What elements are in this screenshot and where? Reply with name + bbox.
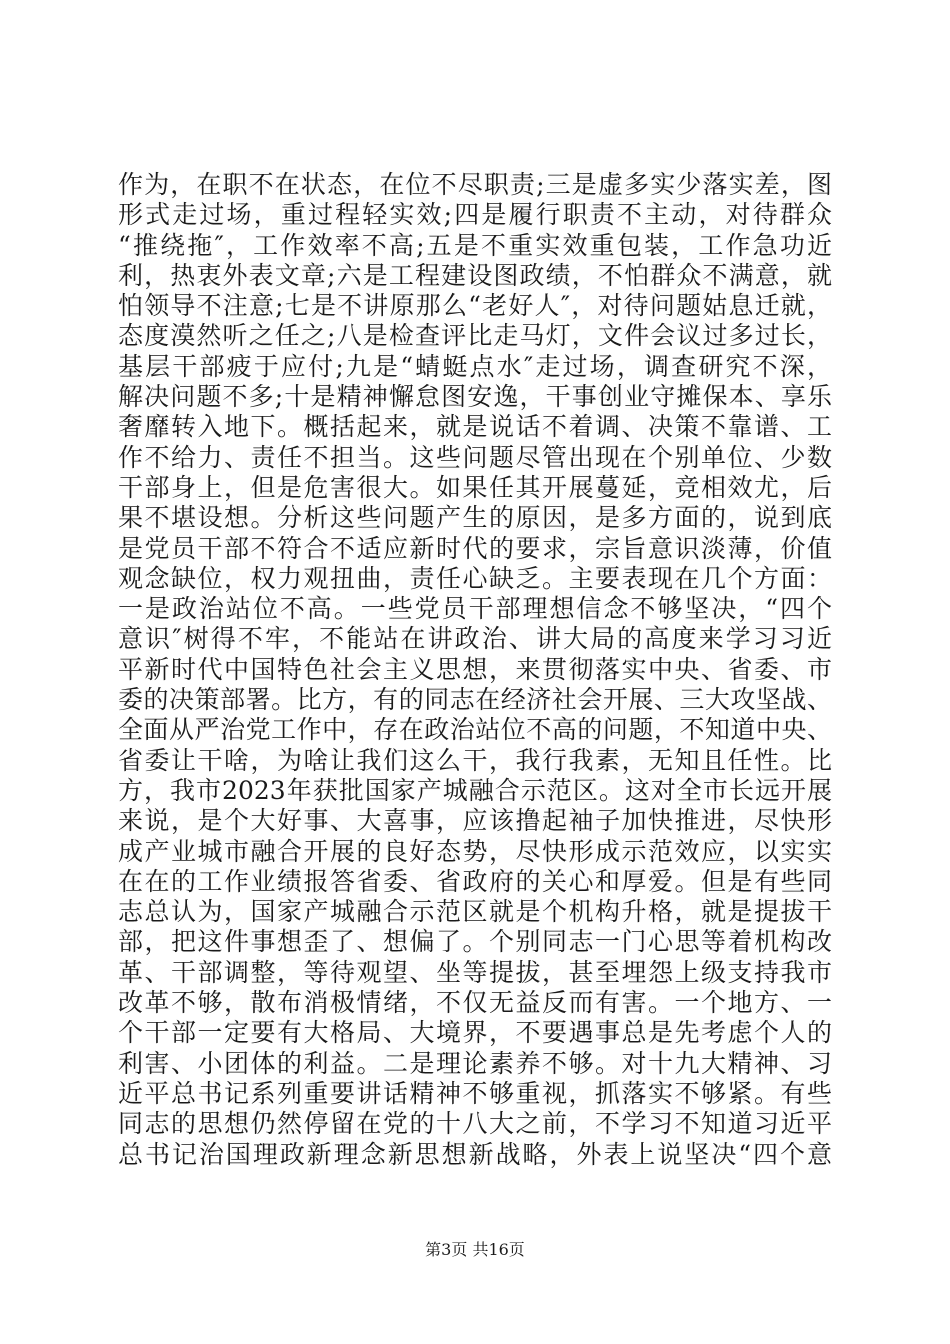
text-line: 态度漠然听之任之;八是检查评比走马灯，文件会议过多过长，: [118, 321, 832, 351]
text-line: 方，我市2023年获批国家产城融合示范区。这对全市长远开展: [118, 775, 832, 805]
text-line: 作为，在职不在状态，在位不尽职责;三是虚多实少落实差，图: [118, 170, 832, 199]
text-line: 一是政治站位不高。一些党员干部理想信念不够坚决，“四个: [118, 594, 832, 624]
body-text: [118, 170, 832, 1170]
text-line: 观念缺位，权力观扭曲，责任心缺乏。主要表现在几个方面：: [118, 563, 832, 593]
text-line: 平新时代中国特色社会主义思想，来贯彻落实中央、省委、市: [118, 654, 832, 684]
text-line: 在在的工作业绩报答省委、省政府的关心和厚爱。但是有些同: [118, 866, 832, 896]
text-line: 个干部一定要有大格局、大境界，不要遇事总是先考虑个人的: [118, 1018, 832, 1048]
text-line: 果不堪设想。分析这些问题产生的原因，是多方面的，说到底: [118, 503, 832, 533]
text-line: 解决问题不多;十是精神懈怠图安逸，干事创业守摊保本、享乐: [118, 382, 832, 412]
text-line: 意识″树得不牢，不能站在讲政治、讲大局的高度来学习习近: [118, 624, 832, 654]
text-line: 总书记治国理政新理念新思想新战略，外表上说坚决“四个意: [118, 1139, 832, 1169]
text-line: 基层干部疲于应付;九是“蜻蜓点水″走过场，调查研究不深，: [118, 351, 832, 381]
text-line: 革、干部调整，等待观望、坐等提拔，甚至埋怨上级支持我市: [118, 957, 832, 987]
text-line: 怕领导不注意;七是不讲原那么“老好人″，对待问题姑息迁就，: [118, 291, 832, 321]
text-line: 形式走过场，重过程轻实效;四是履行职责不主动，对待群众: [118, 200, 832, 230]
text-line: 近平总书记系列重要讲话精神不够重视，抓落实不够紧。有些: [118, 1078, 832, 1108]
text-line: 同志的思想仍然停留在党的十八大之前，不学习不知道习近平: [118, 1109, 832, 1139]
text-line: 利害、小团体的利益。二是理论素养不够。对十九大精神、习: [118, 1048, 832, 1078]
text-line: 部，把这件事想歪了、想偏了。个别同志一门心思等着机构改: [118, 927, 832, 957]
page-footer: 第3页 共16页: [425, 1240, 525, 1259]
text-line: 奢靡转入地下。概括起来，就是说话不着调、决策不靠谱、工: [118, 412, 832, 442]
text-line: 改革不够，散布消极情绪，不仅无益反而有害。一个地方、一: [118, 988, 832, 1018]
text-line: 是党员干部不符合不适应新时代的要求，宗旨意识淡薄，价值: [118, 533, 832, 563]
text-line: 来说，是个大好事、大喜事，应该撸起袖子加快推进，尽快形: [118, 806, 832, 836]
text-line: 作不给力、责任不担当。这些问题尽管出现在个别单位、少数: [118, 442, 832, 472]
text-line: 成产业城市融合开展的良好态势，尽快形成示范效应，以实实: [118, 836, 832, 866]
text-line: 省委让干啥，为啥让我们这么干，我行我素，无知且任性。比: [118, 745, 832, 775]
text-line: 委的决策部署。比方，有的同志在经济社会开展、三大攻坚战、: [118, 685, 832, 715]
text-line: “推绕拖″，工作效率不高;五是不重实效重包装，工作急功近: [118, 230, 832, 260]
text-line: 全面从严治党工作中，存在政治站位不高的问题，不知道中央、: [118, 715, 832, 745]
text-line: 干部身上，但是危害很大。如果任其开展蔓延，竞相效尤，后: [118, 472, 832, 502]
text-line: 志总认为，国家产城融合示范区就是个机构升格，就是提拔干: [118, 897, 832, 927]
text-line: 利，热衷外表文章;六是工程建设图政绩，不怕群众不满意，就: [118, 260, 832, 290]
